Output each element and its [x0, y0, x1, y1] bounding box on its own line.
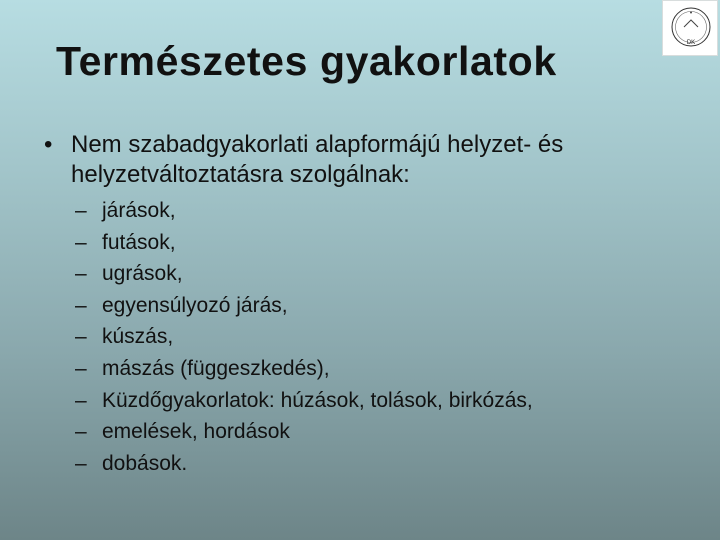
bullet-icon: •: [44, 131, 53, 158]
list-item: [75, 416, 533, 448]
list-item: [75, 353, 533, 385]
seal-icon: [663, 1, 719, 57]
dash-icon: –: [75, 388, 87, 412]
list-item-text: egyensúlyozó járás,: [102, 293, 288, 317]
dash-icon: –: [75, 199, 87, 222]
list-item: [75, 227, 533, 259]
list-item-text: Küzdőgyakorlatok: húzások, tolások, birkózás,: [102, 388, 533, 412]
list-item-text: emelések, hordások: [102, 420, 290, 444]
list-item-text: kúszás,: [102, 325, 174, 349]
dash-icon: –: [75, 451, 87, 475]
main-bullet: [44, 130, 684, 190]
dash-icon: –: [75, 325, 87, 349]
list-item-text: futások,: [102, 230, 176, 254]
list-item: [75, 258, 533, 290]
dash-icon: –: [75, 262, 87, 286]
svg-text:DK: DK: [686, 40, 696, 46]
list-item-text: járások,: [102, 199, 176, 222]
list-item: [75, 321, 533, 353]
list-item-text: mászás (függeszkedés),: [102, 356, 330, 380]
logo: [662, 0, 718, 56]
slide-title: Természetes gyakorlatok: [56, 38, 557, 84]
sub-bullet-list: [75, 195, 533, 479]
dash-icon: –: [75, 230, 87, 254]
list-item: [75, 448, 533, 480]
list-item: [75, 195, 533, 227]
list-item: [75, 385, 533, 417]
dash-icon: –: [75, 356, 87, 380]
dash-icon: –: [75, 420, 87, 444]
list-item-text: dobások.: [102, 451, 188, 475]
list-item-text: ugrások,: [102, 262, 183, 286]
dash-icon: –: [75, 293, 87, 317]
main-bullet-text: Nem szabadgyakorlati alapformájú helyzet- és helyzetváltoztatásra szolgálnak:: [71, 131, 564, 188]
list-item: [75, 290, 533, 322]
